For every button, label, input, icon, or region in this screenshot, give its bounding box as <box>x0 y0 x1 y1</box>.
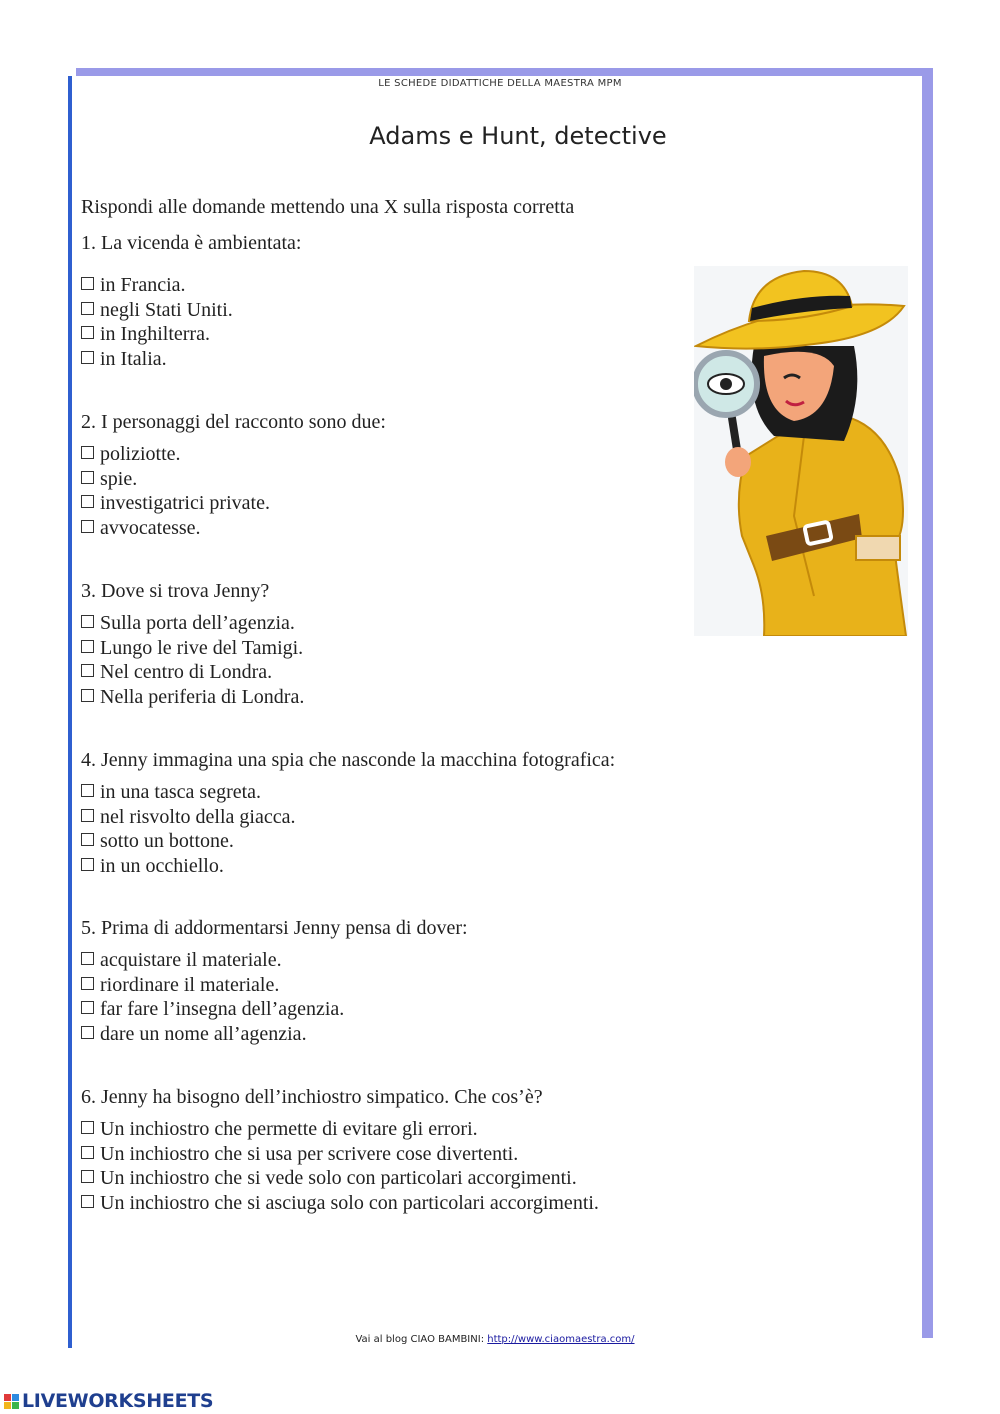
option[interactable]: in Italia. <box>81 347 233 372</box>
option[interactable]: riordinare il materiale. <box>81 973 344 998</box>
blog-link[interactable]: http://www.ciaomaestra.com/ <box>487 1334 635 1345</box>
checkbox[interactable] <box>81 471 94 484</box>
checkbox[interactable] <box>81 689 94 702</box>
question-1: 1. La vicenda è ambientata: <box>81 232 302 254</box>
option[interactable]: investigatrici private. <box>81 491 270 516</box>
option[interactable]: Sulla porta dell’agenzia. <box>81 611 304 636</box>
option[interactable]: spie. <box>81 467 270 492</box>
checkbox[interactable] <box>81 664 94 677</box>
liveworksheets-logo-icon <box>4 1394 19 1409</box>
checkbox[interactable] <box>81 1026 94 1039</box>
question-6: 6. Jenny ha bisogno dell’inchiostro simpatico. Che cos’è? <box>81 1086 543 1108</box>
sleeve-cuff <box>856 536 900 560</box>
checkbox[interactable] <box>81 326 94 339</box>
options-question-1 <box>81 273 233 372</box>
option[interactable]: Nella periferia di Londra. <box>81 685 304 710</box>
checkbox[interactable] <box>81 809 94 822</box>
option[interactable]: Un inchiostro che si asciuga solo con particolari accorgimenti. <box>81 1191 599 1216</box>
hand <box>725 447 751 477</box>
question-5: 5. Prima di addormentarsi Jenny pensa di dover: <box>81 917 468 939</box>
options-question-2 <box>81 442 270 541</box>
checkbox[interactable] <box>81 833 94 846</box>
checkbox[interactable] <box>81 495 94 508</box>
magnified-pupil <box>720 378 732 390</box>
option[interactable]: far fare l’insegna dell’agenzia. <box>81 997 344 1022</box>
checkbox[interactable] <box>81 1170 94 1183</box>
checkbox[interactable] <box>81 952 94 965</box>
checkbox[interactable] <box>81 1121 94 1134</box>
question-3: 3. Dove si trova Jenny? <box>81 580 270 602</box>
option[interactable]: avvocatesse. <box>81 516 270 541</box>
checkbox[interactable] <box>81 1195 94 1208</box>
page-frame-right <box>922 68 933 1338</box>
question-2: 2. I personaggi del racconto sono due: <box>81 411 386 433</box>
option[interactable]: Lungo le rive del Tamigi. <box>81 636 304 661</box>
option[interactable]: Nel centro di Londra. <box>81 660 304 685</box>
option[interactable]: in un occhiello. <box>81 854 295 879</box>
checkbox[interactable] <box>81 640 94 653</box>
options-question-3 <box>81 611 304 710</box>
options-question-6 <box>81 1117 599 1216</box>
option[interactable]: acquistare il materiale. <box>81 948 344 973</box>
checkbox[interactable] <box>81 302 94 315</box>
option[interactable]: Un inchiostro che si usa per scrivere cose divertenti. <box>81 1142 599 1167</box>
page-frame-top <box>76 68 933 76</box>
brand-name: LIVEWORKSHEETS <box>22 1390 214 1412</box>
option[interactable]: in Francia. <box>81 273 233 298</box>
option[interactable]: in una tasca segreta. <box>81 780 295 805</box>
checkbox[interactable] <box>81 977 94 990</box>
checkbox[interactable] <box>81 520 94 533</box>
header-note: LE SCHEDE DIDATTICHE DELLA MAESTRA MPM <box>378 78 622 89</box>
footer-text: Vai al blog CIAO BAMBINI: <box>355 1334 488 1345</box>
checkbox[interactable] <box>81 351 94 364</box>
option[interactable]: dare un nome all’agenzia. <box>81 1022 344 1047</box>
checkbox[interactable] <box>81 446 94 459</box>
footer <box>0 1334 990 1345</box>
checkbox[interactable] <box>81 1001 94 1014</box>
checkbox[interactable] <box>81 615 94 628</box>
checkbox[interactable] <box>81 1146 94 1159</box>
option[interactable]: Un inchiostro che si vede solo con particolari accorgimenti. <box>81 1166 599 1191</box>
checkbox[interactable] <box>81 858 94 871</box>
options-question-5 <box>81 948 344 1047</box>
option[interactable]: nel risvolto della giacca. <box>81 805 295 830</box>
option[interactable]: Un inchiostro che permette di evitare gli errori. <box>81 1117 599 1142</box>
option[interactable]: in Inghilterra. <box>81 322 233 347</box>
option[interactable]: negli Stati Uniti. <box>81 298 233 323</box>
liveworksheets-brand[interactable] <box>4 1390 213 1412</box>
instructions: Rispondi alle domande mettendo una X sulla risposta corretta <box>81 196 575 218</box>
page-title: Adams e Hunt, detective <box>369 122 667 150</box>
option[interactable]: poliziotte. <box>81 442 270 467</box>
options-question-4 <box>81 780 295 879</box>
page-frame-left <box>68 76 72 1348</box>
checkbox[interactable] <box>81 277 94 290</box>
option[interactable]: sotto un bottone. <box>81 829 295 854</box>
detective-illustration <box>694 266 908 636</box>
question-4: 4. Jenny immagina una spia che nasconde la macchina fotografica: <box>81 749 616 771</box>
checkbox[interactable] <box>81 784 94 797</box>
